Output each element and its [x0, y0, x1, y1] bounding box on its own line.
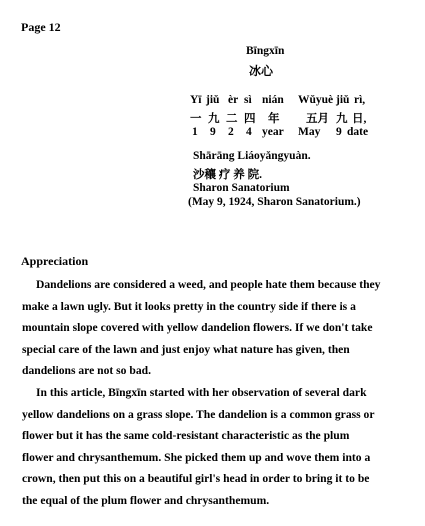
date-english-word: May — [298, 126, 321, 138]
paragraph-line: flower and chrysanthemum. She picked them up and wove them into a — [22, 450, 371, 464]
date-english-word: date — [347, 126, 369, 138]
date-pinyin-word: nián — [262, 94, 284, 106]
date-english-word: 2 — [228, 126, 234, 138]
date-pinyin-word: Wǔyuè — [298, 94, 334, 106]
place-pinyin: Shārāng Liáoyǎngyuàn. — [193, 150, 311, 162]
place-english: Sharon Sanatorium — [193, 182, 290, 194]
paragraph-line: make a lawn ugly. But it looks pretty in the country side if there is a — [22, 299, 356, 313]
date-pinyin-word: sì — [244, 94, 252, 106]
date-english-word: 4 — [246, 126, 252, 138]
date-hanzi-char: 年 — [268, 113, 280, 125]
date-hanzi-char: 九 — [208, 113, 220, 125]
paragraph-line: mountain slope covered with yellow dandelion flowers. If we don't take — [22, 321, 373, 334]
date-english-word: 1 — [192, 126, 198, 138]
date-hanzi-char: 二 — [226, 113, 238, 125]
paragraph-line: flower but it has the same cold-resistant characteristic as the plum — [22, 429, 350, 442]
date-pinyin-word: jiǔ — [206, 94, 220, 106]
paragraph-line: special care of the lawn and just enjoy what nature has given, then — [22, 342, 350, 356]
author-hanzi: 冰心 — [249, 64, 274, 78]
date-hanzi-char: 九 — [336, 113, 348, 125]
date-hanzi-char: 四 — [244, 113, 256, 125]
paragraph-line: In this article, Bīngxīn started with her observation of several dark — [36, 386, 367, 399]
paragraph-line: Dandelions are considered a weed, and people hate them because they — [36, 278, 381, 291]
date-pinyin-word: rì, — [354, 94, 366, 106]
date-hanzi-char: 一 — [190, 113, 202, 125]
date-english-word: 9 — [336, 126, 342, 138]
date-english-word: 9 — [210, 126, 216, 138]
date-hanzi-char: 日, — [352, 113, 367, 125]
date-pinyin-word: Yī — [190, 94, 202, 106]
paragraph-1 — [22, 274, 402, 382]
date-hanzi-char: 五月 — [306, 113, 329, 125]
paragraph-line: dandelions are not so bad. — [22, 364, 151, 377]
paragraph-2 — [22, 382, 402, 511]
page-number: Page 12 — [21, 20, 61, 34]
section-heading: Appreciation — [21, 254, 89, 268]
place-hanzi: 沙穰 疗 养 院. — [193, 169, 262, 181]
date-pinyin-word: èr — [228, 94, 239, 106]
paragraph-line: yellow dandelions on a grass slope. The dandelion is a common grass or — [22, 407, 375, 421]
paragraph-line: crown, then put this on a beautiful girl's head in order to bring it to be — [22, 472, 370, 485]
place-date-note: (May 9, 1924, Sharon Sanatorium.) — [188, 196, 361, 208]
date-english-word: year — [262, 126, 284, 138]
paragraph-line: the equal of the plum flower and chrysanthemum. — [22, 493, 270, 507]
author-pinyin: Bīngxīn — [246, 45, 285, 57]
date-pinyin-word: jiǔ — [336, 94, 350, 106]
